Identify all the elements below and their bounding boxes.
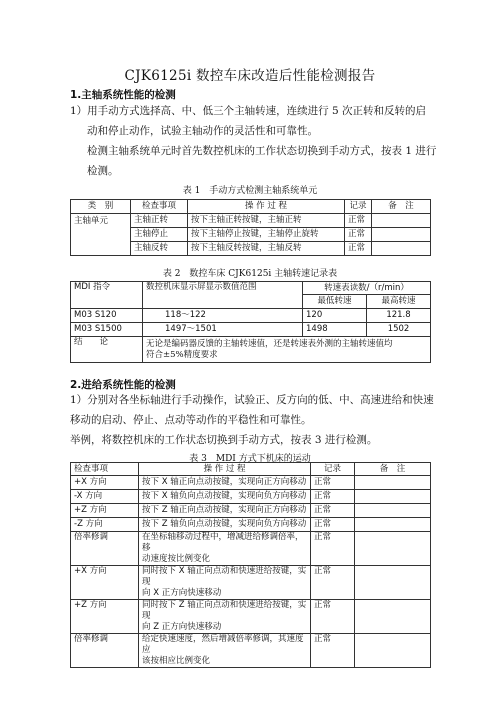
table3-note	[355, 476, 431, 490]
table1-record: 正常	[345, 242, 372, 256]
table3-process-line2: 向 X 正方向快速移动	[142, 588, 222, 598]
table1-process: 按下主轴正转按键，主轴正转	[188, 214, 345, 228]
table1-header-note: 备 注	[372, 200, 431, 214]
report-title: CJK6125i 数控车床改造后性能检测报告	[124, 68, 376, 84]
section1-para2-line1: 检测主轴系统单元时首先数控机床的工作状态切换到手动方式，按表 1 进行	[87, 145, 437, 157]
table3-process: 按下 Z 轴正向点动按键，实现向正方向移动	[139, 504, 311, 518]
table3-process	[139, 566, 311, 600]
table3-process-line1: 同时按下 X 轴正向点动和快速进给按键，实现	[142, 566, 307, 587]
table2-header-max: 最高转速	[367, 295, 431, 309]
table1-header-record: 记录	[345, 200, 372, 214]
section2-para1-line1: 1）分别对各坐标轴进行手动操作，试验正、反方向的低、中、高速进给和快速	[70, 394, 434, 406]
table2-min: 1498	[303, 323, 367, 337]
table2-header-display: 数控机床显示屏显示数值范围	[143, 282, 303, 309]
table-row	[71, 476, 431, 490]
table1-group: 主轴单元	[71, 214, 131, 256]
section1-para1-line2: 动和停止动作，试验主轴动作的灵活性和可靠性。	[87, 125, 318, 137]
table3-item: 倍率修调	[71, 634, 139, 668]
table3-record: 正常	[311, 600, 355, 634]
section1-para2-line2: 检测。	[87, 165, 119, 177]
table2-max: 121.8	[367, 309, 431, 323]
table3-header-record: 记录	[311, 463, 355, 476]
section1-para1-line1: 1）用手动方式选择高、中、低三个主轴转速，连续进行 5 次正转和反转的启	[70, 105, 427, 117]
table3-process: 按下 X 轴正向点动按键，实现向正方向移动	[139, 476, 311, 490]
table1-item: 主轴停止	[131, 228, 188, 242]
table-row	[71, 490, 431, 504]
table2-header-row	[71, 282, 431, 295]
table-row	[71, 504, 431, 518]
table2-conclusion-line2: 符合±5%精度要求	[146, 349, 218, 360]
table3-item: +X 方向	[71, 566, 139, 600]
table1-header-item: 检查事项	[131, 200, 188, 214]
table-row	[71, 518, 431, 532]
table3-record: 正常	[311, 518, 355, 532]
table2-caption: 表 2 数控车床 CJK6125i 主轴转速记录表	[162, 269, 338, 279]
table3-process-line2: 该按相应比例变化	[142, 656, 211, 666]
table2-header-meter: 转速表读数/（r/min）	[303, 282, 431, 295]
table3-record: 正常	[311, 504, 355, 518]
table1-note	[372, 214, 431, 228]
table3-process-line1: 同时按下 Z 轴正向点动和快速进给按键，实现	[142, 600, 307, 621]
table1-note	[372, 242, 431, 256]
table3-item: +Z 方向	[71, 504, 139, 518]
table3-process-line1: 给定快速速度，然后增减倍率修调，其速度应	[142, 634, 304, 655]
table-row	[71, 600, 431, 634]
table3-record: 正常	[311, 476, 355, 490]
table2-conclusion-text	[143, 337, 431, 363]
section2-para2: 举例，将数控机床的工作状态切换到手动方式，按表 3 进行检测。	[70, 434, 378, 446]
table1-record: 正常	[345, 228, 372, 242]
table2-max: 1502	[367, 323, 431, 337]
table1-note	[372, 228, 431, 242]
table2-range: 118～122	[143, 309, 303, 323]
table3-process	[139, 532, 311, 566]
table2-conclusion-label: 结 论	[71, 337, 143, 363]
table1-header-category: 类 别	[71, 200, 131, 214]
table3-caption: 表 3 MDI 方式下机床的运动	[189, 454, 311, 464]
table2-header-min: 最低转速	[303, 295, 367, 309]
table3-note	[355, 566, 431, 600]
table2-conclusion-row	[71, 337, 431, 363]
table2-header-mdi: MDI 指令	[71, 282, 143, 309]
table3-header-item: 检查事项	[71, 463, 139, 476]
table1-process: 按下主轴停止按键，主轴停止旋转	[188, 228, 345, 242]
table3-record: 正常	[311, 490, 355, 504]
table3	[70, 462, 431, 668]
table3-note	[355, 634, 431, 668]
table3-process	[139, 634, 311, 668]
table-row	[71, 309, 431, 323]
table1-process: 按下主轴反转按键，主轴反转	[188, 242, 345, 256]
table3-header-row	[71, 463, 431, 476]
table2-cmd: M03 S120	[71, 309, 143, 323]
table-row	[71, 532, 431, 566]
table3-item: -Z 方向	[71, 518, 139, 532]
table3-header-note: 备 注	[355, 463, 431, 476]
table2-cmd: M03 S1500	[71, 323, 143, 337]
table1-item: 主轴正转	[131, 214, 188, 228]
table2-min: 120	[303, 309, 367, 323]
table3-header-process: 操 作 过 程	[139, 463, 311, 476]
table3-note	[355, 518, 431, 532]
table1-header-process: 操 作 过 程	[188, 200, 345, 214]
table3-note	[355, 504, 431, 518]
table3-record: 正常	[311, 566, 355, 600]
table-row	[71, 214, 431, 228]
table1-item: 主轴反转	[131, 242, 188, 256]
table-row	[71, 323, 431, 337]
table2-conclusion-line1: 无论是编码器反馈的主轴转速值，还是转速表外测的主轴转速值均	[146, 338, 393, 349]
table3-record: 正常	[311, 532, 355, 566]
section2-para1-line2: 移动的启动、停止、点动等动作的平稳性和可靠性。	[70, 414, 312, 426]
table3-note	[355, 490, 431, 504]
table3-process-line1: 在坐标轴移动过程中，增减进给修调倍率，移	[142, 532, 304, 553]
table-row	[71, 566, 431, 600]
table3-process-line2: 向 Z 正方向快速移动	[142, 622, 222, 632]
table2-range: 1497～1501	[143, 323, 303, 337]
table3-process-line2: 动速度按比例变化	[142, 554, 211, 564]
table1	[70, 199, 431, 256]
table3-record: 正常	[311, 634, 355, 668]
table1-caption: 表 1 手动方式检测主轴系统单元	[182, 186, 318, 196]
section2-heading: 2.进给系统性能的检测	[70, 379, 176, 391]
table3-item: +X 方向	[71, 476, 139, 490]
table3-item: +Z 方向	[71, 600, 139, 634]
table3-item: -X 方向	[71, 490, 139, 504]
table1-record: 正常	[345, 214, 372, 228]
table3-item: 倍率修调	[71, 532, 139, 566]
table1-header-row	[71, 200, 431, 214]
table3-process	[139, 600, 311, 634]
table3-note	[355, 600, 431, 634]
table3-note	[355, 532, 431, 566]
section1-heading: 1.主轴系统性能的检测	[70, 89, 176, 101]
table2	[70, 281, 431, 363]
table3-process: 按下 X 轴负向点动按键，实现向负方向移动	[139, 490, 311, 504]
table-row	[71, 634, 431, 668]
table3-process: 按下 Z 轴负向点动按键，实现向负方向移动	[139, 518, 311, 532]
